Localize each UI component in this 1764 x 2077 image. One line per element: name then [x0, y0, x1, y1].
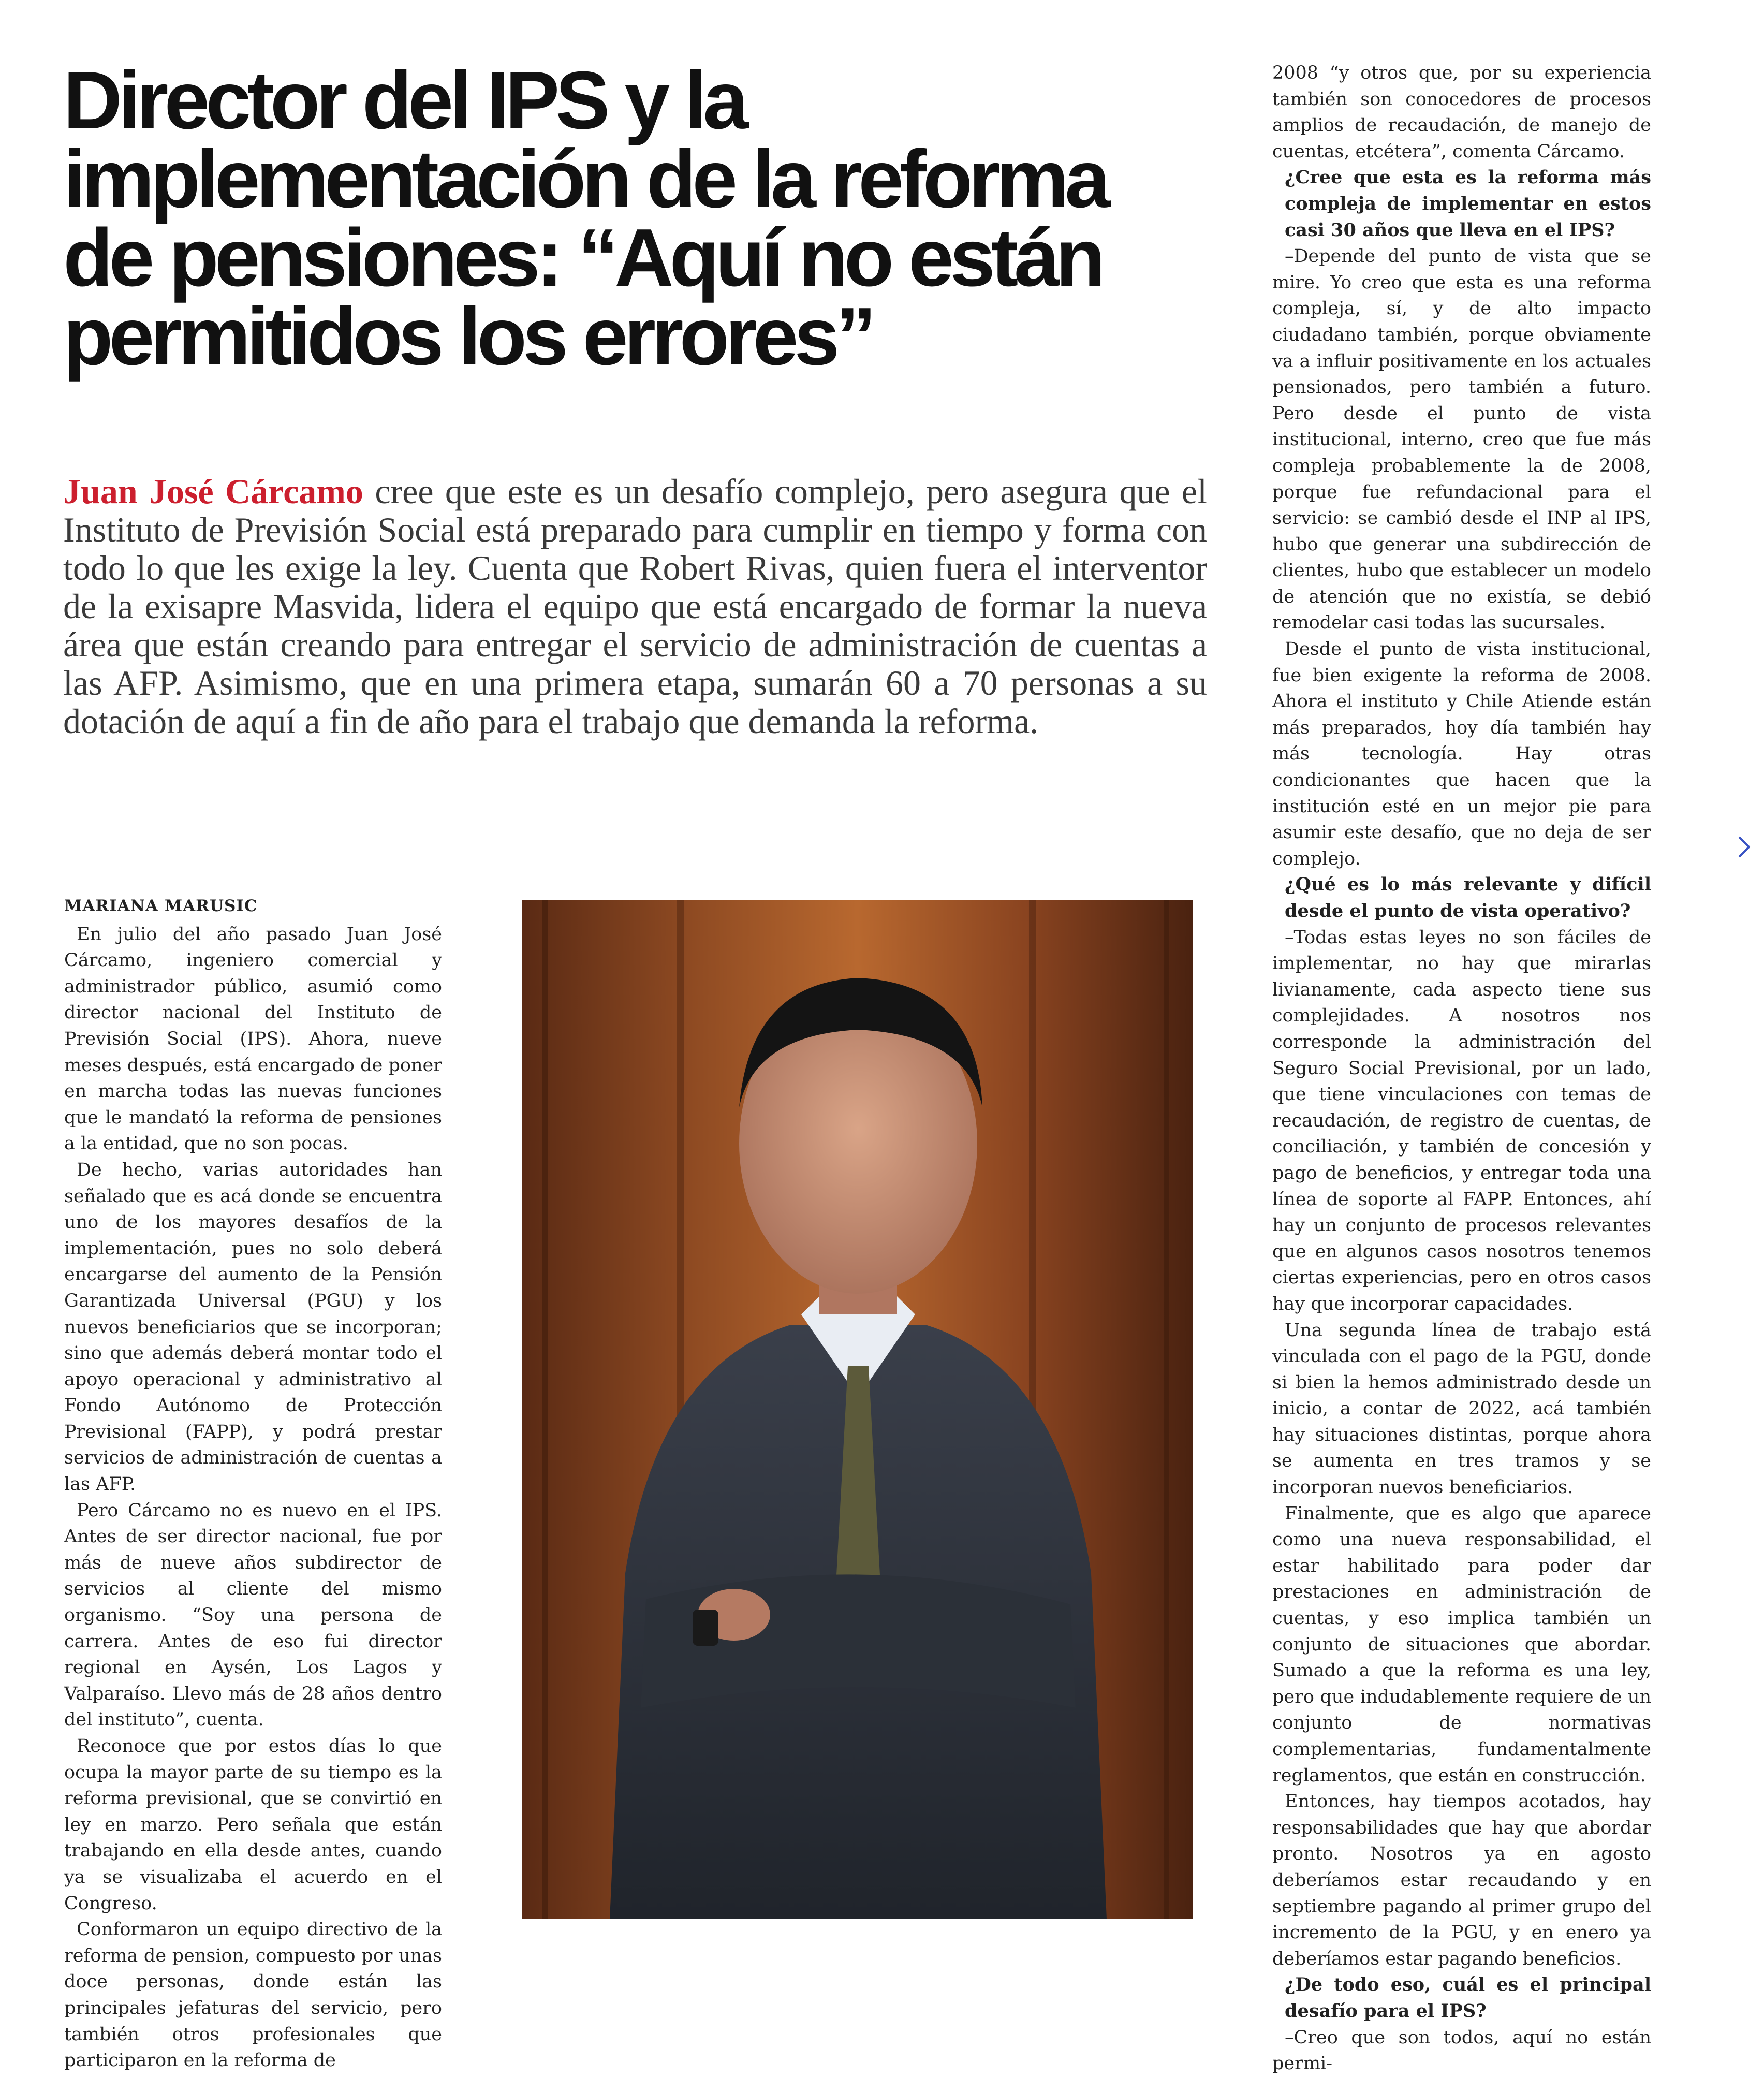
wristwatch — [693, 1610, 718, 1646]
right-column — [1272, 60, 1651, 2074]
interview-question: ¿Qué es lo más relevante y difícil desde el punto de vista operativo? — [1285, 874, 1651, 922]
headline-line: implementación de la reforma — [63, 134, 1107, 225]
portrait-photo — [522, 900, 1193, 1919]
next-page-button[interactable] — [1731, 828, 1758, 866]
headline-line: Director del IPS y la — [63, 55, 745, 146]
headline-line: permitidos los errores” — [63, 291, 873, 382]
lead-name: Juan José Cárcamo — [63, 472, 363, 511]
body-paragraph: De hecho, varias autoridades han señalado que es acá donde se encuentra uno de los mayores desafíos de la implementación, pues no solo deberá encargarse del aumento de la Pensión Garantizada Universal (PGU) y los nuevos beneficiarios que se incorporan; sino que además deberá montar todo el apoyo operacional y administrativo al Fondo Autónomo de Protección Previsional (FAPP), y podrá prestar servicios de administración de cuentas a las AFP. — [64, 1159, 442, 1495]
body-paragraph: Desde el punto de vista institucional, fue bien exigente la reforma de 2008. Ahora el instituto y Chile Atiende están más preparados, hoy día también hay más tecnología. Hay otras condicionantes que hacen que la institución esté en un mejor pie para asumir este desafío, que no deja de ser complejo. — [1272, 639, 1651, 869]
headline-line: de pensiones: “Aquí no están — [63, 212, 1101, 303]
body-paragraph: Entonces, hay tiempos acotados, hay responsabilidades que hay que abordar pronto. Nosotros ya en agosto deberíamos estar recaudando y en septiembre pagando al primer grupo del incremento de la PGU, y en enero ya deberíamos estar pagando beneficios. — [1272, 1791, 1651, 1969]
wood-panel — [542, 900, 548, 1919]
interview-question: ¿De todo eso, cuál es el principal desafío para el IPS? — [1285, 1974, 1651, 2022]
body-paragraph: 2008 “y otros que, por su experiencia también son conocedores de procesos amplios de recaudación, de manejo de cuentas, etcétera”, comenta Cárcamo. — [1272, 63, 1651, 162]
body-paragraph: Finalmente, que es algo que aparece como una nueva responsabilidad, el estar habilitado para poder dar prestaciones en administración de cuentas, y eso implica también un conjunto de situaciones que abordar. Sumado a que la reforma es una ley, pero que indudablemente requiere de un conjunto de normativas complementarias, fundamentalmente reglamentos, que están en construcción. — [1272, 1503, 1651, 1786]
interview-question: ¿Cree que esta es la reforma más compleja de implementar en estos casi 30 años que lleva en el IPS? — [1285, 167, 1651, 241]
body-paragraph: En julio del año pasado Juan José Cárcamo, ingeniero comercial y administrador público, asumió como director nacional del Instituto de Previsión Social (IPS). Ahora, nueve meses después, está encargado de poner en marcha todas las nuevas funciones que le mandató la reforma de pensiones a la entidad, que no son pocas. — [64, 924, 442, 1154]
body-paragraph: Reconoce que por estos días lo que ocupa la mayor parte de su tiempo es la reforma previsional, que se convirtió en ley en marzo. Pero señala que están trabajando en ella desde antes, cuando ya se visualizaba el acuerdo en el Congreso. — [64, 1736, 442, 1914]
body-paragraph: Pero Cárcamo no es nuevo en el IPS. Antes de ser director nacional, fue por más de nueve años subdirector de servicios al cliente del mismo organismo. “Soy una persona de carrera. Antes de eso fui director regional en Aysén, Los Lagos y Valparaíso. Llevo más de 28 años dentro del instituto”, cuenta. — [64, 1500, 442, 1731]
body-paragraph: Una segunda línea de trabajo está vinculada con el pago de la PGU, donde si bien la hemos administrado desde un inicio, a contar de 2022, acá también hay situaciones distintas, porque ahora se aumenta en tres tramos y se incorporan nuevos beneficiarios. — [1272, 1320, 1651, 1498]
chevron-right-icon — [1737, 836, 1752, 858]
lead-text: cree que este es un desafío complejo, pero asegura que el Instituto de Previsión Social está preparado para cumplir en tiempo y forma con todo lo que les exige la ley. Cuenta que Robert Rivas, quien fuera el interventor de la exisapre Masvida, lidera el equipo que está encargado de formar la nueva área que están creando para entregar el servicio de administración de cuentas a las AFP. Asimismo, que en una primera etapa, sumarán 60 a 70 personas a su dotación de aquí a fin de año para el trabajo que demanda la reforma. — [63, 472, 1208, 741]
wood-panel — [1164, 900, 1169, 1919]
headline — [63, 55, 1212, 382]
byline: MARIANA MARUSIC — [64, 897, 258, 915]
left-column — [64, 893, 442, 2071]
interview-answer: –Todas estas leyes no son fáciles de implementar, no hay que mirarlas livianamente, cada aspecto tiene sus complejidades. A nosotros nos corresponde la administración del Seguro Social Previsional, por un lado, que tiene vinculaciones con temas de recaudación, de registro de cuentas, de conciliación, y también de concesión y pago de beneficios, y entregar toda una línea de soporte al FAPP. Entonces, ahí hay un conjunto de procesos relevantes que en algunos casos nosotros tenemos ciertas experiencias, pero en otros casos hay que incorporar capacidades. — [1272, 927, 1651, 1314]
lead-paragraph — [63, 472, 1207, 740]
body-paragraph: Conformaron un equipo directivo de la reforma de pension, compuesto por unas doce personas, donde están las principales jefaturas del servicio, pero también otros profesionales que participaron en la reforma de — [64, 1919, 442, 2071]
interview-answer: –Creo que son todos, aquí no están permi- — [1272, 2027, 1651, 2074]
interview-answer: –Depende del punto de vista que se mire. Yo creo que esta es una reforma compleja, sí, y de alto impacto ciudadano también, porque obviamente va a influir positivamente en los actuales pensionados, pero también a futuro. Pero desde el punto de vista institucional, interno, creo que fue más compleja probablemente la de 2008, porque fue refundacional para el servicio: se cambió desde el INP al IPS, hubo que generar una subdirección de clientes, hubo que establecer un modelo de atención que no existía, se debió remodelar casi todas las sucursales. — [1272, 246, 1651, 634]
